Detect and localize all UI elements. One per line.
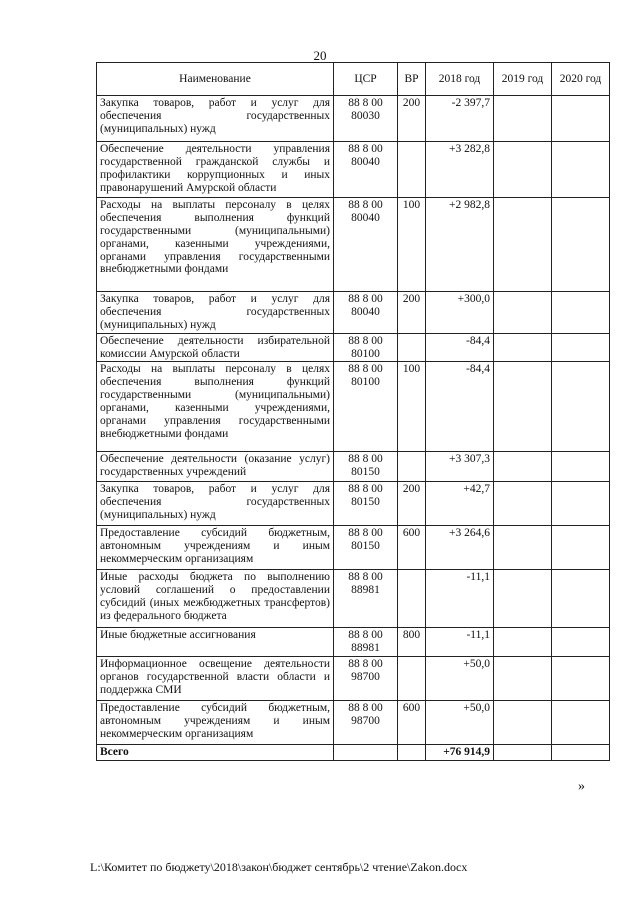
- cell-csr: 88 8 00 80150: [334, 482, 398, 526]
- cell-csr: 88 8 00 80150: [334, 452, 398, 482]
- cell-vr: [398, 657, 426, 701]
- cell-y2018: +2 982,8: [426, 198, 494, 292]
- cell-csr: 88 8 00 88981: [334, 570, 398, 628]
- cell-vr: [398, 142, 426, 198]
- cell-y2019: [494, 482, 552, 526]
- cell-csr: 88 8 00 80030: [334, 96, 398, 142]
- cell-csr: 88 8 00 80040: [334, 292, 398, 334]
- cell-vr: 600: [398, 526, 426, 570]
- cell-vr: 200: [398, 96, 426, 142]
- table-row: [97, 198, 610, 292]
- table-row: [97, 96, 610, 142]
- header-csr: ЦСР: [334, 63, 398, 96]
- cell-csr: 88 8 00 80100: [334, 333, 398, 362]
- cell-y2018: -84,4: [426, 362, 494, 452]
- header-name: Наименование: [97, 63, 334, 96]
- cell-vr: 600: [398, 701, 426, 745]
- cell-name: Предоставление субсидий бюджетным, автономным учреждениям и иным некоммерческим организациям: [97, 526, 334, 570]
- cell-vr: 800: [398, 628, 426, 657]
- cell-y2019: [494, 701, 552, 745]
- total-y2018: +76 914,9: [426, 745, 494, 761]
- page-number: 20: [313, 48, 327, 63]
- cell-y2018: +300,0: [426, 292, 494, 334]
- cell-vr: [398, 570, 426, 628]
- cell-y2020: [552, 362, 610, 452]
- cell-y2020: [552, 333, 610, 362]
- table-row: [97, 452, 610, 482]
- file-path-footer: L:\Комитет по бюджету\2018\закон\бюджет сентябрь\2 чтение\Zakon.docx: [90, 860, 468, 874]
- cell-y2019: [494, 452, 552, 482]
- cell-y2019: [494, 333, 552, 362]
- table-row: [97, 333, 610, 362]
- budget-table: [96, 62, 610, 761]
- cell-y2020: [552, 452, 610, 482]
- cell-csr: 88 8 00 88981: [334, 628, 398, 657]
- cell-y2018: -11,1: [426, 628, 494, 657]
- cell-vr: 200: [398, 482, 426, 526]
- cell-name: Предоставление субсидий бюджетным, автономным учреждениям и иным некоммерческим организациям: [97, 701, 334, 745]
- cell-y2020: [552, 142, 610, 198]
- cell-y2020: [552, 482, 610, 526]
- cell-y2020: [552, 657, 610, 701]
- header-2020: 2020 год: [552, 63, 610, 96]
- total-y2020: [552, 745, 610, 761]
- cell-vr: 100: [398, 362, 426, 452]
- cell-csr: 88 8 00 98700: [334, 701, 398, 745]
- cell-y2019: [494, 96, 552, 142]
- table-row: [97, 657, 610, 701]
- table-row: [97, 570, 610, 628]
- total-vr: [398, 745, 426, 761]
- cell-csr: 88 8 00 80040: [334, 142, 398, 198]
- cell-vr: 100: [398, 198, 426, 292]
- table-row: [97, 292, 610, 334]
- total-name: Всего: [97, 745, 334, 761]
- cell-vr: [398, 333, 426, 362]
- cell-y2018: +3 307,3: [426, 452, 494, 482]
- cell-y2018: +3 264,6: [426, 526, 494, 570]
- cell-name: Обеспечение деятельности (оказание услуг) государственных учреждений: [97, 452, 334, 482]
- cell-name: Обеспечение деятельности управления государственной гражданской службы и профилактики коррупционных и иных правонарушений Амурской области: [97, 142, 334, 198]
- cell-y2019: [494, 198, 552, 292]
- total-csr: [334, 745, 398, 761]
- cell-name: Закупка товаров, работ и услуг для обеспечения государственных (муниципальных) нужд: [97, 482, 334, 526]
- total-row: [97, 745, 610, 761]
- cell-y2019: [494, 142, 552, 198]
- header-vr: ВР: [398, 63, 426, 96]
- cell-csr: 88 8 00 80150: [334, 526, 398, 570]
- cell-y2020: [552, 628, 610, 657]
- cell-name: Обеспечение деятельности избирательной комиссии Амурской области: [97, 333, 334, 362]
- cell-name: Закупка товаров, работ и услуг для обеспечения государственных (муниципальных) нужд: [97, 96, 334, 142]
- cell-y2019: [494, 570, 552, 628]
- cell-name: Расходы на выплаты персоналу в целях обеспечения выполнения функций государственными (муниципальными) органами, казенными учреждениями, органами управления государственными внебюджетными фондами: [97, 198, 334, 292]
- cell-y2020: [552, 701, 610, 745]
- cell-csr: 88 8 00 80100: [334, 362, 398, 452]
- cell-csr: 88 8 00 98700: [334, 657, 398, 701]
- table-header-row: [97, 63, 610, 96]
- cell-y2019: [494, 526, 552, 570]
- table-row: [97, 482, 610, 526]
- cell-y2018: -11,1: [426, 570, 494, 628]
- table-row: [97, 701, 610, 745]
- table-row: [97, 362, 610, 452]
- cell-csr: 88 8 00 80040: [334, 198, 398, 292]
- cell-y2020: [552, 96, 610, 142]
- cell-y2018: +42,7: [426, 482, 494, 526]
- cell-y2018: -2 397,7: [426, 96, 494, 142]
- closing-quote: »: [578, 779, 585, 794]
- header-2018: 2018 год: [426, 63, 494, 96]
- cell-name: Иные расходы бюджета по выполнению условий соглашений о предоставлении субсидий (иных межбюджетных трансфертов) из федерального бюджета: [97, 570, 334, 628]
- cell-vr: 200: [398, 292, 426, 334]
- cell-y2018: +50,0: [426, 701, 494, 745]
- cell-y2019: [494, 657, 552, 701]
- cell-y2018: +3 282,8: [426, 142, 494, 198]
- cell-y2020: [552, 198, 610, 292]
- table-row: [97, 526, 610, 570]
- cell-y2018: +50,0: [426, 657, 494, 701]
- cell-name: Закупка товаров, работ и услуг для обеспечения государственных (муниципальных) нужд: [97, 292, 334, 334]
- total-y2019: [494, 745, 552, 761]
- header-2019: 2019 год: [494, 63, 552, 96]
- cell-vr: [398, 452, 426, 482]
- cell-y2020: [552, 526, 610, 570]
- table-row: [97, 628, 610, 657]
- cell-y2018: -84,4: [426, 333, 494, 362]
- cell-name: Информационное освещение деятельности органов государственной власти области и поддержка СМИ: [97, 657, 334, 701]
- table-row: [97, 142, 610, 198]
- cell-name: Расходы на выплаты персоналу в целях обеспечения выполнения функций государственными (муниципальными) органами, казенными учреждениями, органами управления государственными внебюджетными фондами: [97, 362, 334, 452]
- cell-name: Иные бюджетные ассигнования: [97, 628, 334, 657]
- cell-y2020: [552, 292, 610, 334]
- cell-y2019: [494, 628, 552, 657]
- cell-y2019: [494, 362, 552, 452]
- cell-y2020: [552, 570, 610, 628]
- cell-y2019: [494, 292, 552, 334]
